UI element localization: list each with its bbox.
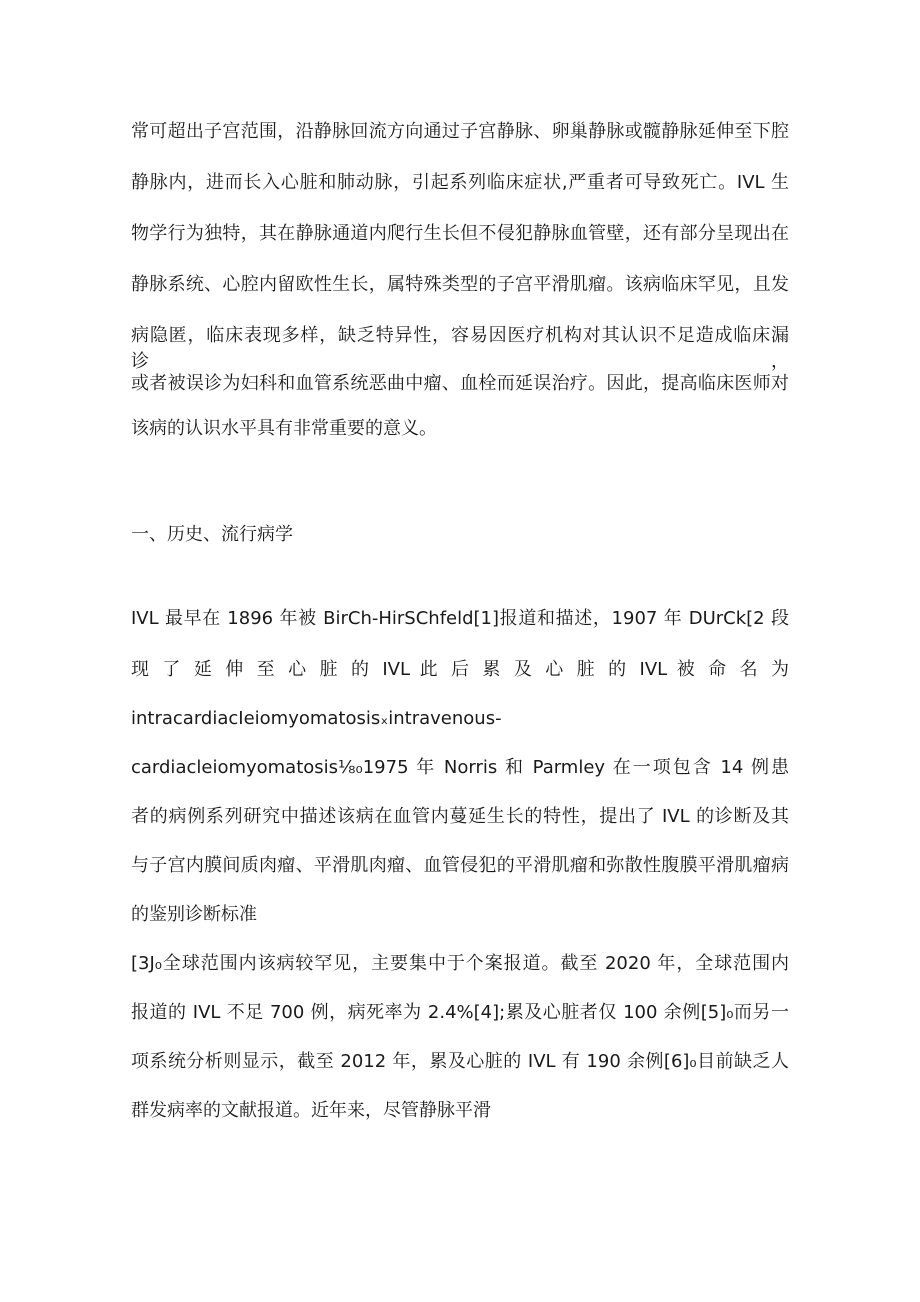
text-line: 的鉴别诊断标准 (131, 904, 257, 925)
text-line: cardiacleiomyomatosis⅛₀1975 年 Norris 和 Parmley 在一项包含 14 例患 (131, 757, 789, 778)
text-line: 报道的 IVL 不足 700 例，病死率为 2.4%[4];累及心脏者仅 100 余例[5]₀而另一 (131, 1002, 789, 1023)
text-line: 静脉系统、心腔内留欧性生长，属特殊类型的子宫平滑肌瘤。该病临床罕见，且发 (131, 274, 789, 295)
text-line: 或者被误诊为妇科和血管系统恶曲中瘤、血栓而延误治疗。因此，提高临床医师对 (131, 373, 789, 394)
text-line: 病隐匿，临床表现多样，缺乏特异性，容易因医疗机构对其认识不足造成临床漏诊， (131, 325, 789, 372)
text-line: 群发病率的文献报道。近年来，尽管静脉平滑 (131, 1100, 491, 1121)
text-line: IVL 最早在 1896 年被 BirCh-HirSChfeld[1]报道和描述，1907 年 DUrCk[2 段 (131, 608, 789, 629)
text-line: 与子宫内膜间质肉瘤、平滑肌肉瘤、血管侵犯的平滑肌瘤和弥散性腹膜平滑肌瘤病 (131, 855, 789, 876)
text-line: 现 了 延 伸 至 心 脏 的 IVL 此 后 累 及 心 脏 的 IVL 被 命 名 为 (131, 659, 789, 680)
text-line: 静脉内，进而长入心脏和肺动脉，引起系列临床症状,严重者可导致死亡。IVL 生 (131, 172, 789, 193)
text-line: 该病的认识水平具有非常重要的意义。 (131, 418, 437, 439)
text-line: 物学行为独特，其在静脉通道内爬行生长但不侵犯静脉血管壁，还有部分呈现出在 (131, 223, 789, 244)
text-line: 项系统分析则显示，截至 2012 年，累及心脏的 IVL 有 190 余例[6]₀目前缺乏人 (131, 1051, 789, 1072)
text-line: [3J₀全球范围内该病较罕见，主要集中于个案报道。截至 2020 年，全球范围内 (131, 953, 789, 974)
text-line: 常可超出子宫范围，沿静脉回流方向通过子宫静脉、卵巢静脉或髋静脉延伸至下腔 (131, 121, 789, 142)
section-heading: 一、历史、流行病学 (131, 524, 293, 545)
text-line: intracardiacIeiomyomatosisₓintravenous- (131, 708, 502, 729)
text-line: 者的病例系列研究中描述该病在血管内蔓延生长的特性，提出了 IVL 的诊断及其 (131, 806, 789, 827)
